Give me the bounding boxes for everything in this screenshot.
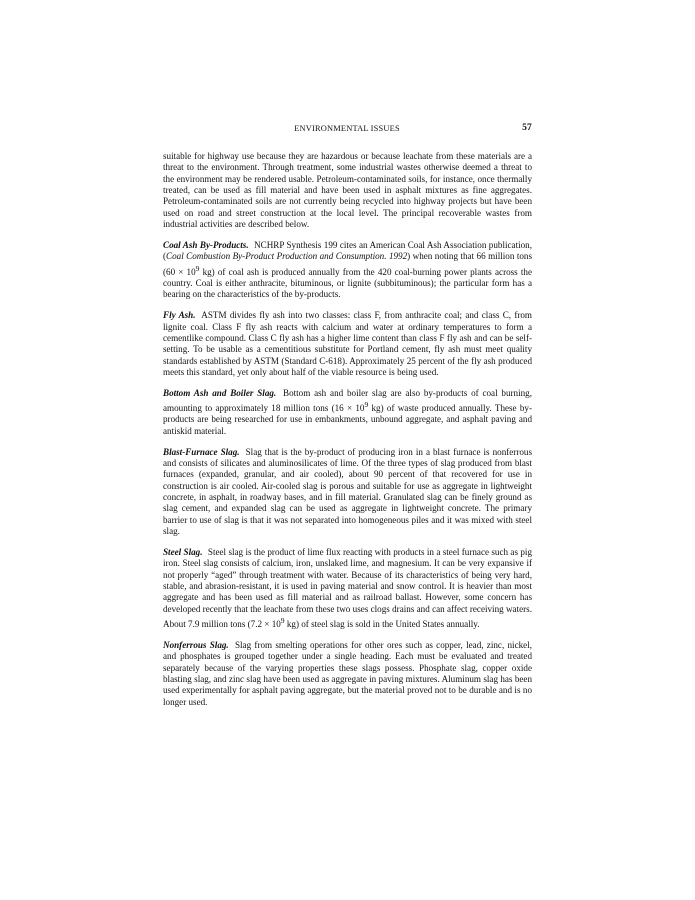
- paragraph-text: ) when noting that 66 million tons (60 × 10: [163, 251, 532, 277]
- paragraph-text: NCHRP Synthesis 199 cites an American Coal Ash Association publication, (: [163, 239, 532, 262]
- paragraph-intro: [163, 151, 532, 230]
- body-text: [163, 151, 532, 717]
- section-heading-steel-slag: Steel Slag.: [163, 546, 203, 557]
- paragraph-blast-furnace-slag: [163, 447, 532, 538]
- paragraph-text: suitable for highway use because they are hazardous or because leachate from these materials are a threat to the environment. Through treatment, some industrial wastes otherwise deemed a threat to the environment may be rendered usable. Petroleum-contaminated soils, for instance, once thermally treated, can be used as fill material and have been used in asphalt mixtures as fine aggregates. Petroleum-contaminated soils are not currently being recycled into highway projects but have been used on road and street construction at the local level. The principal recoverable wastes from industrial activities are described below.: [163, 151, 532, 230]
- section-heading-fly-ash: Fly Ash.: [163, 310, 196, 321]
- paragraph-text: kg) of steel slag is sold in the United States annually.: [284, 618, 480, 629]
- exponent: 9: [280, 615, 285, 625]
- paragraph-text: Slag from smelting operations for other ores such as copper, lead, zinc, nickel, and phosphates is grouped together under a single heading. Each must be evaluated and treated separately because of the varying properties these slags possess. Phosphate slag, copper oxide blasting slag, and zinc slag have been used as aggregate in paving mixtures. Aluminum slag has been used experimentally for asphalt paving aggregate, but the material proved not to be durable and is no longer used.: [163, 639, 532, 707]
- paragraph-text: Slag that is the by-product of producing iron in a blast furnace is nonferrous and consists of silicates and aluminosilicates of lime. Of the three types of slag produced from blast furnaces (expanded, granular, and air cooled), about 90 percent of that recovered for use in construction is air cooled. Air-cooled slag is porous and suitable for use as aggregate in lightweight concrete, in asphalt, in roadway bases, and in fill material. Granulated slag can be finely ground as slag cement, and expanded slag can be used as aggregate in lightweight concrete. The primary barrier to use of slag is that it was not separated into homogeneous piles and it was mixed with steel slag.: [163, 446, 533, 537]
- paragraph-text: kg) of waste produced annually. These by-products are being researched for use in embankments, unbound aggregate, and asphalt paving and antiskid material.: [163, 403, 532, 436]
- paragraph-fly-ash: [163, 310, 532, 378]
- section-heading-bottom-ash: Bottom Ash and Boiler Slag.: [163, 387, 277, 398]
- exponent: 9: [364, 400, 369, 410]
- section-heading-coal-ash: Coal Ash By-Products.: [163, 239, 249, 250]
- section-heading-nonferrous-slag: Nonferrous Slag.: [163, 639, 229, 650]
- section-heading-blast-furnace-slag: Blast-Furnace Slag.: [163, 446, 240, 457]
- paragraph-text: Steel slag is the product of lime flux reacting with products in a steel furnace such as pig iron. Steel slag consists of calcium, iron, unslaked lime, and magnesium. It can be very expansive if not properly “aged” through treatment with water. Because of its characteristics of being very hard, stable, and abrasion-resistant, it is used in paving material and snow control. It is heavier than most aggregate and has been used as fill material and as railroad ballast. However, some concern has developed recently that the leachate from these two uses clogs drains and can affect receiving waters. About 7.9 million tons (7.2 × 10: [163, 546, 532, 629]
- paragraph-nonferrous-slag: [163, 640, 532, 708]
- paragraph-text: kg) of coal ash is produced annually from the 420 coal-burning power plants across the country. Coal is either anthracite, bituminous, or lignite (subbituminous); the particular form has a bearing on the characteristics of the by-products.: [163, 266, 532, 300]
- exponent: 9: [195, 263, 200, 273]
- paragraph-text: ASTM divides fly ash into two classes: class F, from anthracite coal; and class C, from lignite coal. Class F fly ash reacts with calcium and water at ordinary temperatures to form a cementlike compound. Class C fly ash has a higher lime content than class F fly ash and can be self-setting. To be usable as a cementitious substitute for Portland cement, fly ash must meet quality standards established by ASTM (Standard C-618). Approximately 25 percent of the fly ash produced meets this standard, yet only about half of the viable resource is being used.: [163, 310, 532, 377]
- page-number: 57: [522, 123, 532, 133]
- publication-title: Coal Combustion By-Product Production and Consumption. 1992: [166, 251, 408, 262]
- paragraph-coal-ash: [163, 240, 532, 301]
- running-title: ENVIRONMENTAL ISSUES: [294, 124, 400, 133]
- paragraph-bottom-ash: [163, 388, 532, 437]
- running-header: [162, 124, 532, 138]
- paragraph-text: Bottom ash and boiler slag are also by-products of coal burning, amounting to approximately 18 million tons (16 × 10: [163, 387, 532, 414]
- paragraph-steel-slag: [163, 547, 532, 630]
